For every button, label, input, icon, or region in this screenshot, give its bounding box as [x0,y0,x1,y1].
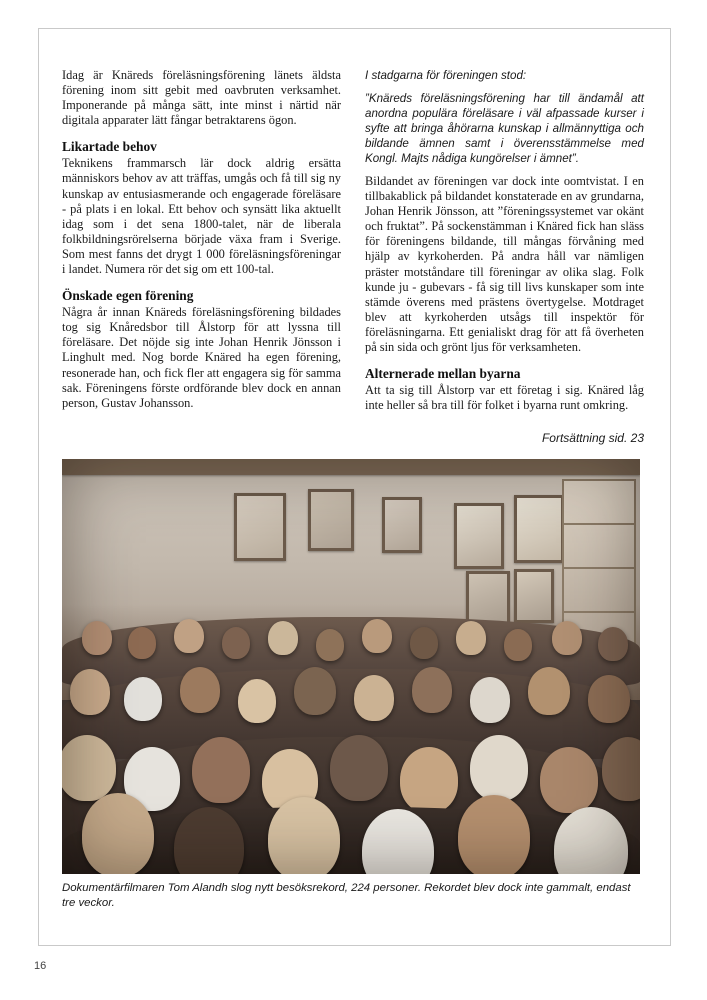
heading-likartade-behov: Likartade behov [62,139,157,155]
page-number: 16 [34,960,47,972]
audience-head [128,627,156,659]
framed-picture-5 [514,495,564,563]
audience-head-front [458,795,530,874]
audience-head [552,621,582,655]
pull-quote-stadgar: ”Knäreds föreläsningsförening har till ändamål att anordna populära föreläsare i väl afpassade kurser i syfte att bringa åhörarna kunskap i allmännyttiga och bildande ämnen samt i överensstämmelse med Kongl. Majts nådiga kungörelser i ämnet”. [365,92,644,165]
audience-head [504,629,532,661]
page-content [62,68,645,910]
audience-head [180,667,220,713]
audience-head [238,679,276,723]
audience-head [410,627,438,659]
framed-picture-7 [514,569,554,623]
framed-picture-2 [308,489,354,551]
audience-head [192,737,250,803]
audience-head [70,669,110,715]
audience-head-front [268,797,340,874]
audience-crowd [62,617,640,874]
audience-head-front [82,793,154,874]
audience-head [412,667,452,713]
audience-head [400,747,458,813]
audience-head [602,737,640,801]
audience-head [354,675,394,721]
photo-caption: Dokumentärfilmaren Tom Alandh slog nytt besöksrekord, 224 personer. Rekordet blev dock inte gammalt, endast tre veckor. [62,882,631,909]
body-bildandet: Bildandet av föreningen var dock inte oomtvistat. I en tillbakablick på bildandet konstaterade en av grundarna, Johan Henrik Jönsson, att ”föreningssystemet var okänt och fruktat”. På sockenstämman i Knäred fick han släss för föreningens bildande, till mångas förvåning med hjälp av kyrkoherden. På andra håll var nämligen präster motståndare till föreningar av olika slag. Folk kunde ju - gubevars - få sig till livs kunskaper som inte stämde överens med prästens övertygelse. Motdraget blev att kyrkoherden utsågs till inspektör för föreläsningarna. Ett genialiskt drag för att få överheten på sin sida och grönt ljus för verksamheten. [365,174,644,355]
heading-alternerade-mellan-byarna: Alternerade mellan byarna [365,366,521,382]
lead-stadgarna: I stadgarna för föreningen stod: [365,69,527,82]
audience-head [174,619,204,653]
right-column [365,68,644,445]
audience-head [62,735,116,801]
audience-head [316,629,344,661]
continuation-note: Fortsättning sid. 23 [541,431,644,446]
framed-picture-4 [454,503,504,569]
audience-head [330,735,388,801]
two-column-layout [62,68,645,445]
ceiling-beam [62,459,640,475]
intro-paragraph: Idag är Knäreds föreläsningsförening länets äldsta förening inom sitt gebit med oavbruten verksamhet. Imponerande på många sätt, inte minst i närtid när digitala apparater lätt fångar betraktarens ögon. [62,68,341,128]
audience-head [588,675,630,723]
heading-onskade-egen-forening: Önskade egen förening [62,288,194,304]
audience-head [540,747,598,813]
framed-picture-1 [234,493,286,561]
audience-head [222,627,250,659]
audience-head [124,677,162,721]
body-onskade-egen-forening: Några år innan Knäreds föreläsningsförening bildades tog sig Knåredsbor till Ålstorp för att lyssna till föreläsare. Det nöjde sig inte Johan Henrik Jönsson i Linghult med. Nog borde Knäred ha egen förening, resonerade han, och fick fler att engagera sig för samma sak. Föreningens förste ordförande blev dock en annan person, Gustav Johansson. [62,305,341,410]
body-likartade-behov: Teknikens frammarsch lär dock aldrig ersätta människors behov av att träffas, umgås och få till sig ny kunskap av entusiasmerande och engagerade föreläsare - på plats i en lokal. Ett behov och synsätt lika aktuellt idag som i det sena 1800-talet, när de liberala folkbildningsrörelserna började växa fram i Sverige. Som mest fanns det drygt 1 000 föreläsningsföreningar i landet. Numera rör det sig om ett 100-tal. [62,156,341,277]
audience-head [82,621,112,655]
audience-head [598,627,628,661]
audience-head [470,735,528,801]
body-alternerade: Att ta sig till Ålstorp var ett företag i sig. Knäred låg inte heller så bra till för folket i byarna runt omkring. [365,383,644,413]
audience-head [528,667,570,715]
audience-head [268,621,298,655]
audience-head [362,619,392,653]
framed-picture-3 [382,497,422,553]
audience-head [456,621,486,655]
audience-head [470,677,510,723]
photo-figure [62,459,640,910]
left-column [62,68,341,411]
audience-photo [62,459,640,874]
audience-head [294,667,336,715]
